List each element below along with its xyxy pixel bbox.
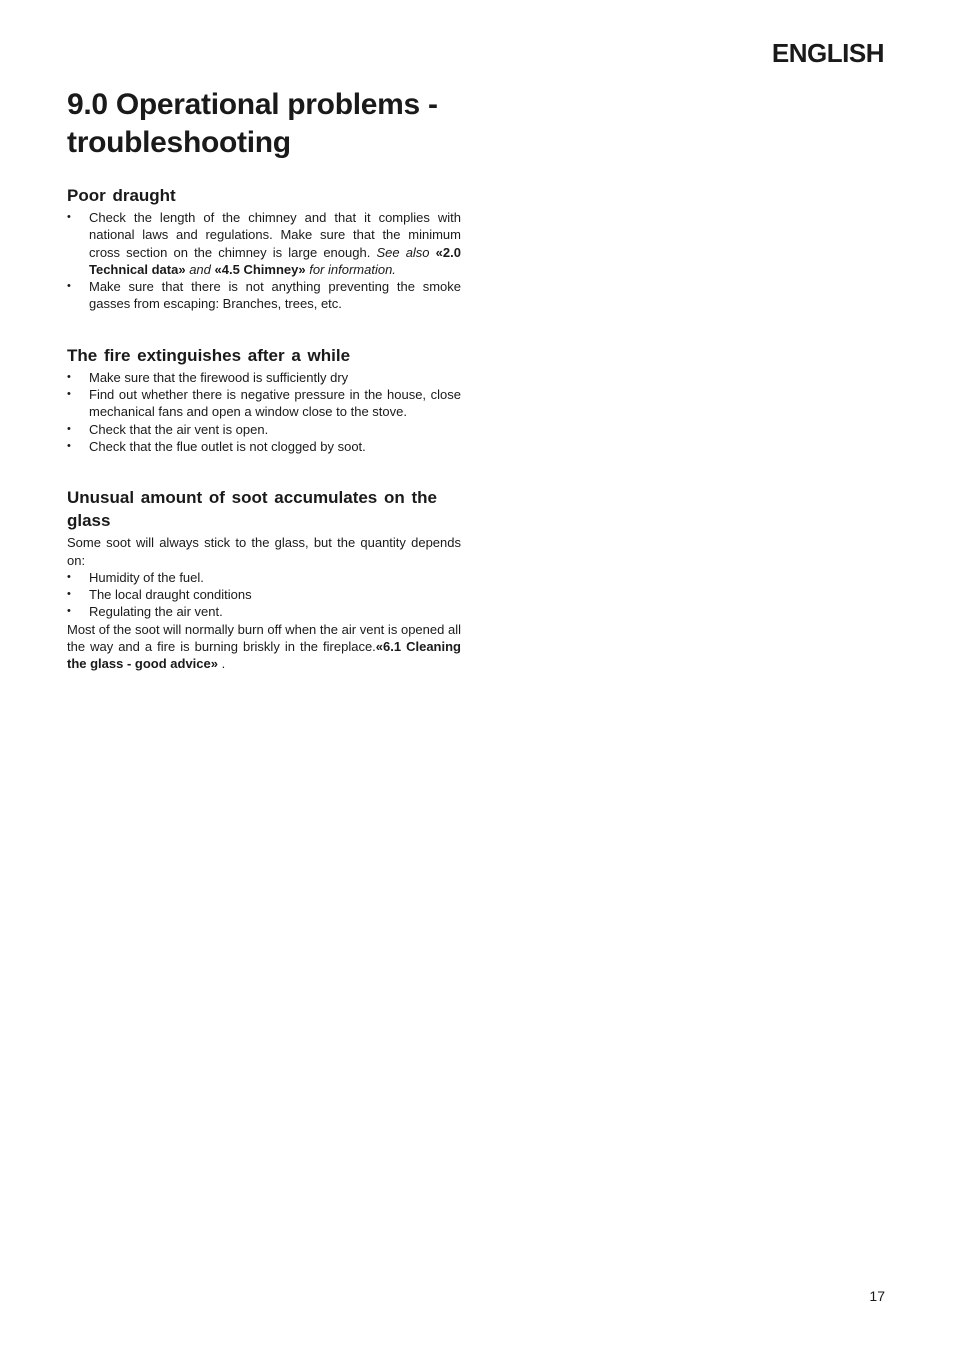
language-label: ENGLISH — [771, 38, 884, 68]
section-heading: The fire extinguishes after a while — [67, 345, 351, 365]
bullet-list — [67, 209, 461, 313]
bullet-list — [67, 569, 461, 621]
page-title: 9.0 Operational problems - troubleshooting — [67, 88, 438, 159]
bullet-list — [67, 369, 461, 455]
list-item: • Humidity of the fuel. — [67, 569, 461, 586]
reference-technical-data: «2.0 Technical data» — [89, 244, 461, 277]
section-soot-on-glass — [67, 486, 461, 672]
section-fire-extinguishes — [67, 344, 461, 455]
reference-chimney: «4.5 Chimney» — [214, 261, 306, 277]
list-item: • Make sure that there is not anything preventing the smoke gasses from escaping: Branches, trees, etc. — [67, 278, 461, 313]
intro-paragraph: Some soot will always stick to the glass, but the quantity depends on: — [67, 535, 461, 568]
section-poor-draught — [67, 184, 461, 313]
list-item: • Check the length of the chimney and that it complies with national laws and regulations. Make sure that the minimum cross section on the chimney is large enough. See also «2.0 Technical data» and «4.5 Chimney» for information. — [67, 209, 461, 278]
list-item: • Make sure that the firewood is sufficiently dry — [67, 369, 461, 386]
see-also-text: See also — [376, 244, 430, 260]
page-number: 17 — [869, 1288, 885, 1304]
list-item: • Regulating the air vent. — [67, 603, 461, 620]
content — [67, 184, 461, 704]
outro-paragraph: Most of the soot will normally burn off when the air vent is opened all the way and a fire is burning briskly in the fireplace.«6.1 Cleaning the glass - good advice» . — [67, 621, 461, 672]
list-item: • Find out whether there is negative pressure in the house, close mechanical fans and open a window close to the stove. — [67, 386, 461, 421]
list-item: • Check that the flue outlet is not clogged by soot. — [67, 438, 461, 455]
section-heading: Poor draught — [67, 186, 176, 205]
list-item: • The local draught conditions — [67, 586, 461, 603]
reference-cleaning-glass: «6.1 Cleaning the glass - good advice» — [67, 639, 461, 672]
section-heading: Unusual amount of soot accumulates on the glass — [67, 488, 437, 531]
list-item: • Check that the air vent is open. — [67, 421, 461, 438]
